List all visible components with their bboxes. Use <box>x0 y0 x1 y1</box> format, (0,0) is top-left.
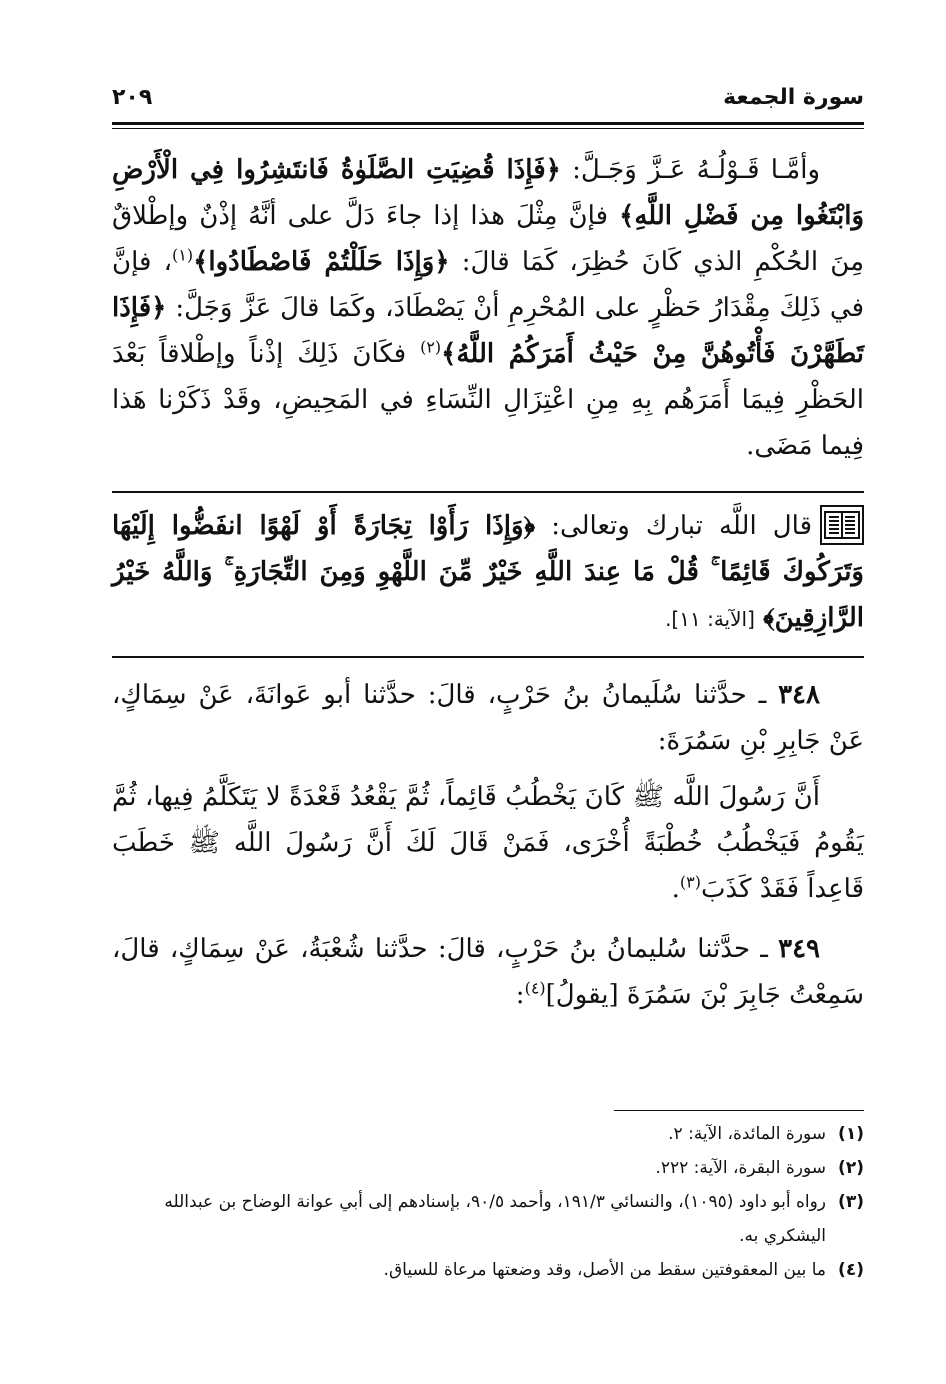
hadith-349-colon: : <box>515 980 525 1010</box>
open-book-icon <box>824 510 860 540</box>
hadith-348 <box>112 672 864 912</box>
verse-top-rule <box>112 491 864 493</box>
footnote-number: (٤) <box>838 1260 864 1280</box>
footnote-rule <box>614 1110 864 1111</box>
intro-paragraph <box>112 147 864 469</box>
running-head <box>112 70 864 110</box>
quran-quote-1: ﴿فَإِذَا قُضِيَتِ الصَّلَوٰةُ فَانتَشِرُوا فِي الْأَرْضِ وَابْتَغُوا مِن فَضْلِ اللَّهِ﴾ <box>112 155 864 231</box>
footnote-ref-2[interactable]: (٢) <box>420 337 442 357</box>
footnote-ref-1[interactable]: (١) <box>172 245 194 265</box>
hadith-349-isnad-text: ـ حدَّثنا سُليمانُ بنُ حَرْبٍ، قالَ: حدَّثنا شُعْبَةُ، عَنْ سِمَاكٍ، قالَ، سَمِعْتُ جَابِرَ بْنَ سَمُرَةَ [يقولُ] <box>112 934 864 1010</box>
book-icon <box>820 505 864 545</box>
footnote-ref-3[interactable]: (٣) <box>679 872 701 892</box>
footnote-1 <box>112 1117 864 1151</box>
verse-paragraph <box>112 503 864 642</box>
footnote-text: رواه أبو داود (١٠٩٥)، والنسائي ١٩١/٣، وأحمد ٩٠/٥، بإسنادهم إلى أبي عوانة الوضاح بن عبدالله اليشكري به. <box>164 1192 826 1246</box>
header-rule <box>112 122 864 129</box>
footnote-ref-4[interactable]: (٤) <box>524 978 546 998</box>
footnote-text: ما بين المعقوفتين سقط من الأصل، وقد وضعتها مرعاة للسياق. <box>383 1260 826 1280</box>
footnote-4 <box>112 1253 864 1287</box>
footnote-number: (١) <box>838 1124 864 1144</box>
quran-quote-2: ﴿وَإِذَا حَلَلْتُمْ فَاصْطَادُوا﴾ <box>193 247 450 277</box>
page <box>112 70 865 1280</box>
footnote-text: سورة المائدة، الآية: ٢. <box>668 1124 826 1144</box>
verse-text: ﴿وَإِذَا رَأَوْا تِجَارَةً أَوْ لَهْوًا انفَضُّوا إِلَيْهَا وَتَرَكُوكَ قَائِمًا ۚ قُلْ مَا عِندَ اللَّهِ خَيْرٌ مِّنَ اللَّهْوِ وَمِنَ التِّجَارَةِ ۚ وَاللَّهُ خَيْرُ الرَّازِقِينَ﴾ <box>112 511 864 633</box>
hadith-number-349: ٣٤٩ <box>778 934 821 964</box>
hadith-349 <box>112 926 864 1018</box>
hadith-348-matn <box>112 774 864 912</box>
footnote-3 <box>112 1185 864 1253</box>
verse-block <box>112 503 864 642</box>
footnotes <box>112 1110 864 1287</box>
intro-text-b: فإنَّ مِثْلَ هذا إذا جاءَ دَلَّ على أنَّهُ إذْنٌ وإطْلاقٌ مِنَ الحُكْمِ الذي كَانَ حُظِرَ، كَمَا قالَ: <box>112 201 865 277</box>
hadith-348-matn-text: أَنَّ رَسُولَ اللَّه ﷺ كَانَ يَخْطُبُ قَائِماً، ثُمَّ يَقْعُدُ قَعْدَةً لا يَتَكَلَّمُ فِيها، ثُمَّ يَقُومُ فَيَخْطُبُ خُطْبَةً أُخْرَى، فَمَنْ قَالَ لَكَ أَنَّ رَسُولَ اللَّه ﷺ خَطَبَ قَاعِداً فَقَدْ كَذَبَ <box>112 782 864 904</box>
intro-text-d: فكَانَ ذَلِكَ إذْناً وإطْلاقاً بَعْدَ الحَظْرِ فِيمَا أَمَرَهُم بِهِ مِنِ اعْتِزَالِ النِّسَاءِ في المَحِيضِ، وقَدْ ذَكَرْنا هَذا فِيما مَضَى. <box>112 339 864 461</box>
verse-reference: [الآية: ١١]. <box>665 607 755 631</box>
intro-text-c: ، فإنَّ في ذَلِكَ مِقْدَارُ حَظْرٍ على المُحْرِمِ أنْ يَصْطَادَ، وكَمَا قالَ عَزَّ وَجَلَّ: <box>112 247 865 323</box>
hadith-number-348: ٣٤٨ <box>778 680 820 710</box>
hadith-348-period: . <box>671 874 680 904</box>
footnote-2 <box>112 1151 864 1185</box>
chapter-title: سورة الجمعة <box>723 85 864 110</box>
footnote-number: (٢) <box>838 1158 864 1178</box>
verse-bottom-rule <box>112 656 864 658</box>
quran-quote-3: ﴿فَإِذَا تَطَهَّرْنَ فَأْتُوهُنَّ مِنْ حَيْثُ أَمَرَكُمُ اللَّهُ﴾ <box>112 293 865 369</box>
hadith-348-isnad-text: ـ حدَّثنا سُلَيمانُ بنُ حَرْبٍ، قالَ: حدَّثنا أبو عَوانَةَ، عَنْ سِمَاكٍ، عَنْ جَابِرِ بْنِ سَمُرَةَ: <box>112 680 864 756</box>
page-number: ٢٠٩ <box>112 85 153 110</box>
intro-text-a: وأمَّـا قَـوْلُـهُ عَـزَّ وَجَـلَّ: <box>572 155 821 185</box>
hadith-349-isnad <box>112 926 864 1018</box>
footnote-number: (٣) <box>838 1192 864 1212</box>
hadith-348-isnad <box>112 672 864 764</box>
verse-intro: قال اللَّه تبارك وتعالى: <box>551 511 813 541</box>
footnote-text: سورة البقرة، الآية: ٢٢٢. <box>655 1158 826 1178</box>
